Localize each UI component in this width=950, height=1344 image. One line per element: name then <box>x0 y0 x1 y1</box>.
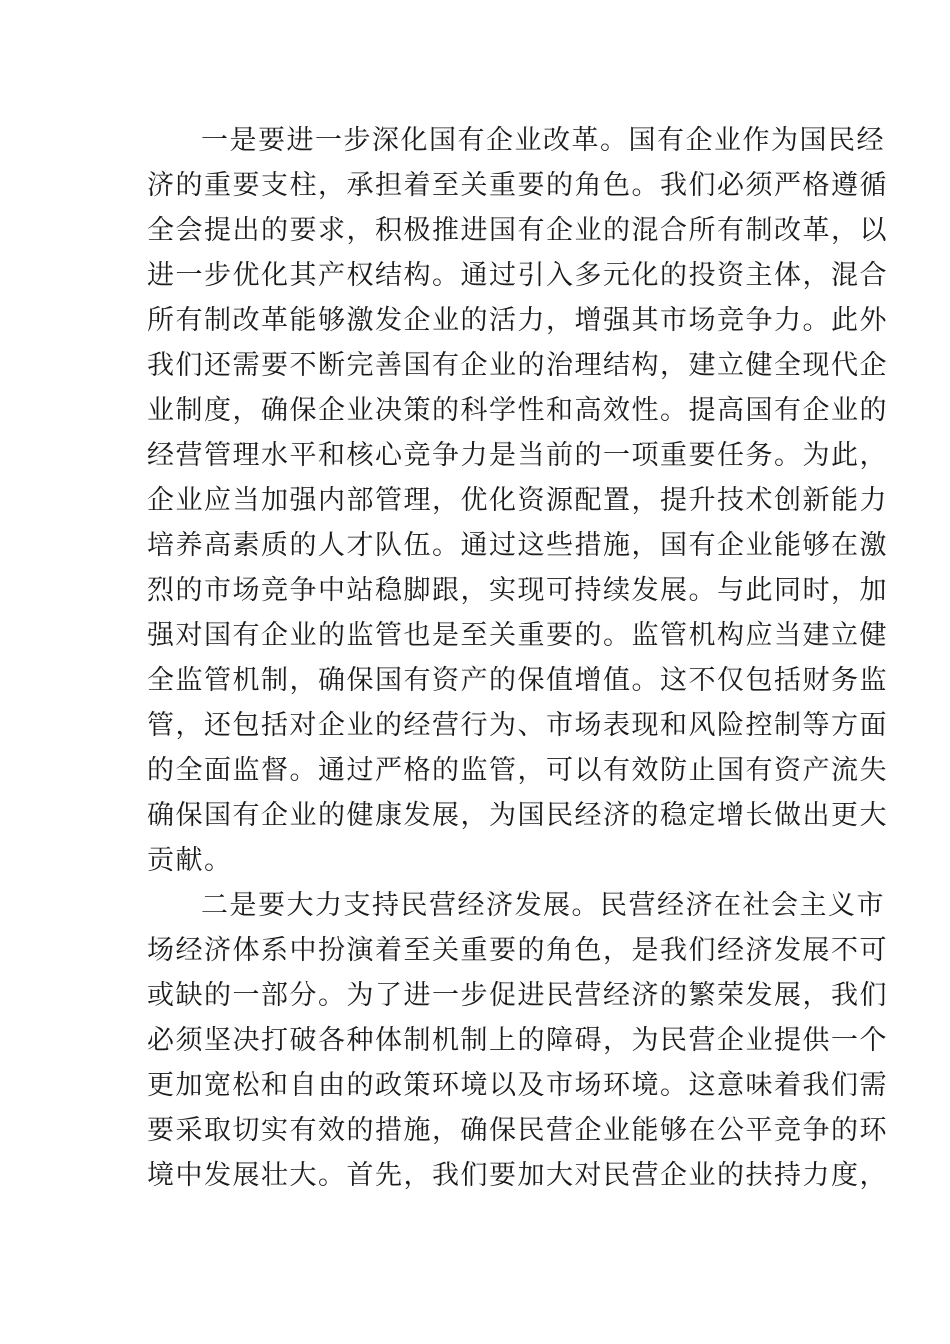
text-line: 二是要大力支持民营经济发展。民营经济在社会主义市 <box>201 890 885 921</box>
text-line: 全监管机制，确保国有资产的保值增值。这不仅包括财务监 <box>147 665 888 696</box>
text-line: 贡献。 <box>147 845 233 876</box>
text-line: 更加宽松和自由的政策环境以及市场环境。这意味着我们需 <box>147 1070 888 1101</box>
text-line: 烈的市场竞争中站稳脚跟，实现可持续发展。与此同时，加 <box>147 575 888 606</box>
text-line: 确保国有企业的健康发展，为国民经济的稳定增长做出更大 <box>147 800 888 831</box>
text-line: 经营管理水平和核心竞争力是当前的一项重要任务。为此， <box>147 440 888 471</box>
text-line: 强对国有企业的监管也是至关重要的。监管机构应当建立健 <box>147 620 888 651</box>
text-line: 管，还包括对企业的经营行为、市场表现和风险控制等方面 <box>147 710 888 741</box>
text-line: 必须坚决打破各种体制机制上的障碍，为民营企业提供一个 <box>147 1025 888 1056</box>
text-line: 培养高素质的人才队伍。通过这些措施，国有企业能够在激 <box>147 530 888 561</box>
text-line: 场经济体系中扮演着至关重要的角色，是我们经济发展不可 <box>147 935 888 966</box>
text-line: 的全面监督。通过严格的监管，可以有效防止国有资产流失 <box>147 755 888 786</box>
text-line: 或缺的一部分。为了进一步促进民营经济的繁荣发展，我们 <box>147 980 888 1011</box>
text-line: 进一步优化其产权结构。通过引入多元化的投资主体，混合 <box>147 260 888 291</box>
text-line: 要采取切实有效的措施，确保民营企业能够在公平竞争的环 <box>147 1115 888 1146</box>
text-line: 境中发展壮大。首先，我们要加大对民营企业的扶持力度， <box>147 1160 888 1191</box>
paragraph-soe-reform <box>147 118 888 883</box>
document-body <box>147 118 888 1198</box>
text-line: 所有制改革能够激发企业的活力，增强其市场竞争力。此外 <box>147 305 888 336</box>
text-line: 我们还需要不断完善国有企业的治理结构，建立健全现代企 <box>147 350 888 381</box>
text-line: 济的重要支柱，承担着至关重要的角色。我们必须严格遵循 <box>147 170 888 201</box>
text-line: 一是要进一步深化国有企业改革。国有企业作为国民经 <box>201 125 885 156</box>
text-line: 业制度，确保企业决策的科学性和高效性。提高国有企业的 <box>147 395 888 426</box>
paragraph-private-economy <box>147 883 888 1198</box>
text-line: 企业应当加强内部管理，优化资源配置，提升技术创新能力 <box>147 485 888 516</box>
text-line: 全会提出的要求，积极推进国有企业的混合所有制改革，以 <box>147 215 888 246</box>
